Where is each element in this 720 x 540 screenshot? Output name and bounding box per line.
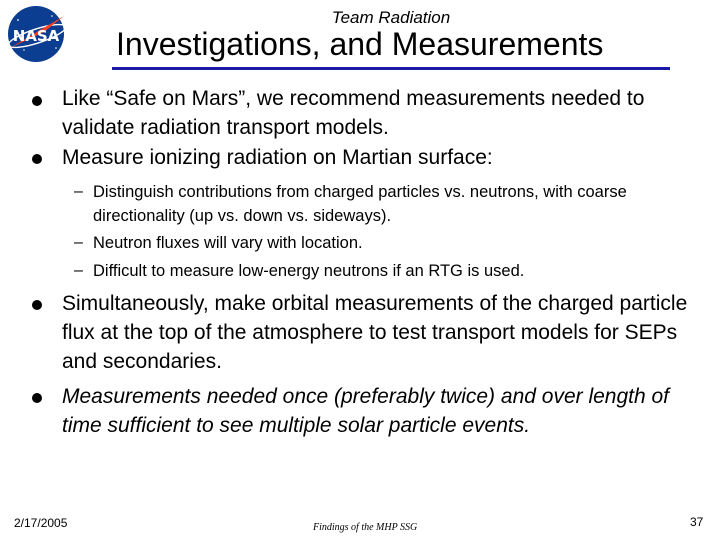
bullet-text: Simultaneously, make orbital measurements of the charged particle flux at the top of the atmosphere to test transport models for SEPs and secondaries. [62,292,688,373]
bullet-dot [32,96,42,106]
footer-date: 2/17/2005 [14,516,68,530]
header-subtitle: Team Radiation [331,8,451,27]
sub-bullet-dash: – [74,262,83,279]
bullet-dot [32,300,42,310]
bullet-dot [32,154,42,164]
sub-bullet-text: Difficult to measure low-energy neutrons if an RTG is used. [93,262,525,280]
bullet-dot [32,393,42,403]
sub-bullet-dash: – [74,234,83,251]
footer-text: Findings of the MHP SSG [313,522,418,533]
title-underline [112,67,670,70]
bullet-text: Measure ionizing radiation on Martian surface: [62,146,493,169]
sub-bullet-text: Neutron fluxes will vary with location. [93,234,363,252]
bullet-text: Measurements needed once (preferably twice) and over length of time sufficient to see multiple solar particle events. [62,385,670,437]
page-title: Investigations, and Measurements [116,26,604,62]
sub-bullet-dash: – [74,183,83,200]
svg-text:NASA: NASA [12,27,60,45]
page-number: 37 [690,515,704,529]
bullet-text: Like “Safe on Mars”, we recommend measurements needed to validate radiation transport models. [62,87,645,139]
sub-bullet-text: Distinguish contributions from charged particles vs. neutrons, with coarse directionality (up vs. down vs. sideways). [93,183,627,225]
